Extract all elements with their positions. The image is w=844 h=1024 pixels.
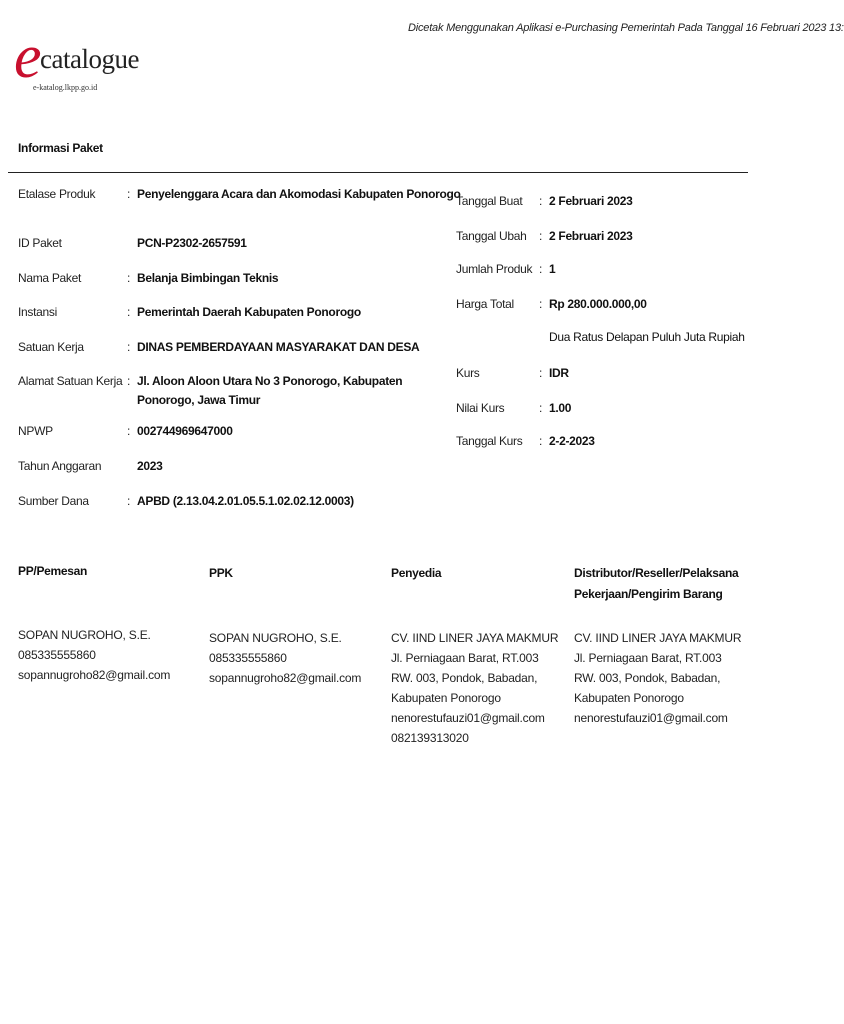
nilai-kurs-label: Nilai Kurs — [456, 401, 505, 415]
distributor-heading: Distributor/Reseller/Pelaksana Pekerjaan/Pengirim Barang — [574, 566, 739, 601]
jumlah-produk-label: Jumlah Produk — [456, 262, 533, 276]
print-timestamp-note: Dicetak Menggunakan Aplikasi e-Purchasing Pemerintah Pada Tanggal 16 Februari 2023 13: — [408, 22, 844, 34]
colon: : — [127, 374, 131, 388]
colon: : — [127, 340, 131, 354]
harga-total-value: Rp 280.000.000,00 — [549, 297, 647, 311]
instansi-label: Instansi — [18, 305, 57, 319]
tanggal-kurs-value: 2-2-2023 — [549, 434, 595, 448]
colon: : — [539, 229, 543, 243]
colon: : — [127, 187, 131, 201]
penyedia-phone: 082139313020 — [391, 731, 469, 745]
penyedia-heading: Penyedia — [391, 566, 442, 580]
ppk-phone: 085335555860 — [209, 651, 287, 665]
colon: : — [127, 305, 131, 319]
colon: : — [127, 271, 131, 285]
ppk-heading: PPK — [209, 566, 233, 580]
jumlah-produk-value: 1 — [549, 262, 556, 276]
alamat-label: Alamat Satuan Kerja — [18, 374, 123, 388]
colon: : — [127, 424, 131, 438]
tanggal-ubah-label: Tanggal Ubah — [456, 229, 527, 243]
distributor-email: nenorestufauzi01@gmail.com — [574, 711, 728, 725]
id-paket-value: PCN-P2302-2657591 — [137, 236, 247, 250]
logo-wordmark: catalogue — [40, 44, 139, 74]
pemesan-email: sopannugroho82@gmail.com — [18, 668, 171, 682]
distributor-address: Jl. Perniagaan Barat, RT.003 RW. 003, Pondok, Babadan, Kabupaten Ponorogo — [574, 651, 722, 705]
nilai-kurs-value: 1.00 — [549, 401, 572, 415]
logo-letter-e: e — [14, 23, 42, 91]
satuan-kerja-label: Satuan Kerja — [18, 340, 84, 354]
colon: : — [127, 494, 131, 508]
colon: : — [539, 194, 543, 208]
colon: : — [539, 366, 543, 380]
npwp-value: 002744969647000 — [137, 424, 233, 438]
nama-paket-value: Belanja Bimbingan Teknis — [137, 271, 279, 285]
instansi-value: Pemerintah Daerah Kabupaten Ponorogo — [137, 305, 361, 319]
ppk-email: sopannugroho82@gmail.com — [209, 671, 362, 685]
etalase-value: Penyelenggara Acara dan Akomodasi Kabupaten Ponorogo — [137, 187, 461, 201]
harga-total-label: Harga Total — [456, 297, 514, 311]
colon: : — [539, 434, 543, 448]
nama-paket-label: Nama Paket — [18, 271, 82, 285]
sumber-dana-value: APBD (2.13.04.2.01.05.5.1.02.02.12.0003) — [137, 494, 354, 508]
tanggal-ubah-value: 2 Februari 2023 — [549, 229, 633, 243]
section-divider — [8, 172, 748, 173]
id-paket-label: ID Paket — [18, 236, 62, 250]
penyedia-name: CV. IIND LINER JAYA MAKMUR — [391, 631, 559, 645]
tahun-anggaran-label: Tahun Anggaran — [18, 459, 102, 473]
ppk-name: SOPAN NUGROHO, S.E. — [209, 631, 342, 645]
tahun-anggaran-value: 2023 — [137, 459, 163, 473]
colon: : — [539, 262, 543, 276]
penyedia-email: nenorestufauzi01@gmail.com — [391, 711, 545, 725]
satuan-kerja-value: DINAS PEMBERDAYAAN MASYARAKAT DAN DESA — [137, 340, 420, 354]
tanggal-buat-label: Tanggal Buat — [456, 194, 523, 208]
colon: : — [539, 401, 543, 415]
sumber-dana-label: Sumber Dana — [18, 494, 89, 508]
distributor-name: CV. IIND LINER JAYA MAKMUR — [574, 631, 742, 645]
kurs-value: IDR — [549, 366, 569, 380]
pemesan-phone: 085335555860 — [18, 648, 96, 662]
pemesan-heading: PP/Pemesan — [18, 564, 88, 578]
kurs-label: Kurs — [456, 366, 480, 380]
tanggal-kurs-label: Tanggal Kurs — [456, 434, 523, 448]
colon: : — [539, 297, 543, 311]
section-title: Informasi Paket — [18, 141, 103, 155]
tanggal-buat-value: 2 Februari 2023 — [549, 194, 633, 208]
harga-terbilang: Dua Ratus Delapan Puluh Juta Rupiah — [549, 330, 745, 344]
logo-url: e-katalog.lkpp.go.id — [33, 83, 98, 92]
alamat-value: Jl. Aloon Aloon Utara No 3 Ponorogo, Kabupaten Ponorogo, Jawa Timur — [137, 374, 403, 407]
npwp-label: NPWP — [18, 424, 53, 438]
pemesan-name: SOPAN NUGROHO, S.E. — [18, 628, 151, 642]
etalase-label: Etalase Produk — [18, 187, 96, 201]
penyedia-address: Jl. Perniagaan Barat, RT.003 RW. 003, Pondok, Babadan, Kabupaten Ponorogo — [391, 651, 539, 705]
